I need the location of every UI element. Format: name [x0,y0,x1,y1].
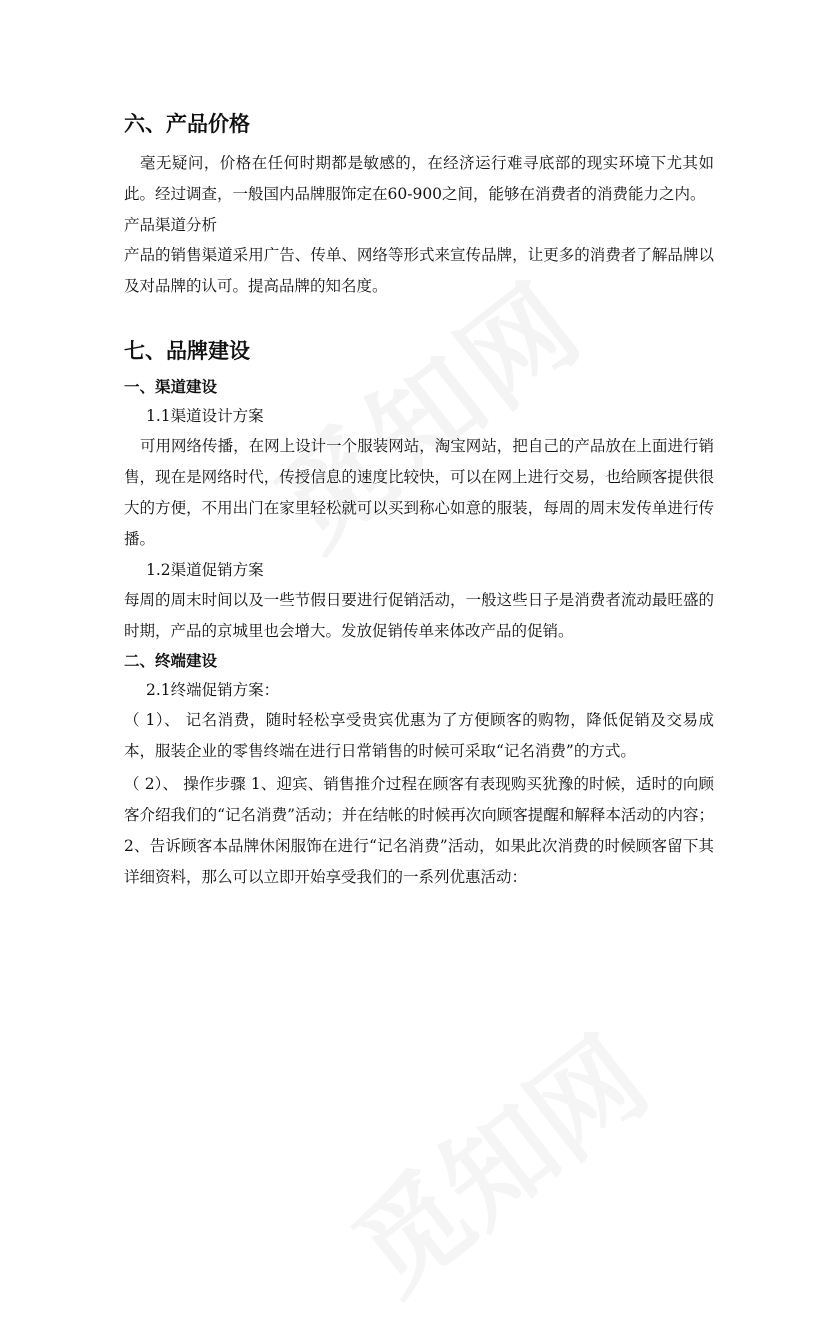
watermark-bottom [316,995,673,1323]
part-1-sub-2-title: 1.2渠道促销方案 [146,561,264,579]
part-1-sub-1-text: 可用网络传播，在网上设计一个服装网站，淘宝网站，把自己的产品放在上面进行销售，现在是网络时代，传授信息的速度比较快，可以在网上进行交易，也给顾客提供很大的方便，不用出门在家里轻松就可以买到称心如意的服装，每周的周末发传单进行传播。 [124,437,714,548]
document-body [124,108,714,893]
section-6-title: 六、产品价格 [124,112,250,136]
section-6-paragraph-1: 毫无疑问，价格在任何时期都是敏感的，在经济运行难寻底部的现实环境下尤其如此。经过调查，一般国内品牌服饰定在60-900之间，能够在消费者的消费能力之内。 [124,154,714,203]
part-1-sub-2-text: 每周的周末时间以及一些节假日要进行促销活动，一般这些日子是消费者流动最旺盛的时期，产品的京城里也会增大。发放促销传单来体改产品的促销。 [124,591,714,640]
part-1-title: 一、渠道建设 [124,378,218,396]
section-6-paragraph-2: 产品的销售渠道采用广告、传单、网络等形式来宣传品牌，让更多的消费者了解品牌以及对品牌的认可。提高品牌的知名度。 [124,246,714,295]
section-7-title: 七、品牌建设 [124,339,250,363]
part-2-sub-1-title: 2.1终端促销方案： [146,681,280,699]
part-1-sub-1-title: 1.1渠道设计方案 [146,407,264,425]
part-2-item-1: （ 1）、 记名消费，随时轻松享受贵宾优惠为了方便顾客的购物，降低促销及交易成本，服装企业的零售终端在进行日常销售的时候可采取“记名消费”的方式。 [124,711,714,760]
part-2-title: 二、终端建设 [124,652,218,670]
section-6-subtitle: 产品渠道分析 [124,216,218,234]
part-2-item-2: （ 2）、 操作步骤 1、迎宾、销售推介过程在顾客有表现购买犹豫的时候，适时的向顾客介绍我们的“记名消费”活动；并在结帐的时候再次向顾客提醒和解释本活动的内容； 2、告诉顾客本品牌休闲服饰在进行“记名消费”活动，如果此次消费的时候顾客留下其详细资料，那么可以立即开始享受我们的一系列优惠活动： [124,775,714,886]
